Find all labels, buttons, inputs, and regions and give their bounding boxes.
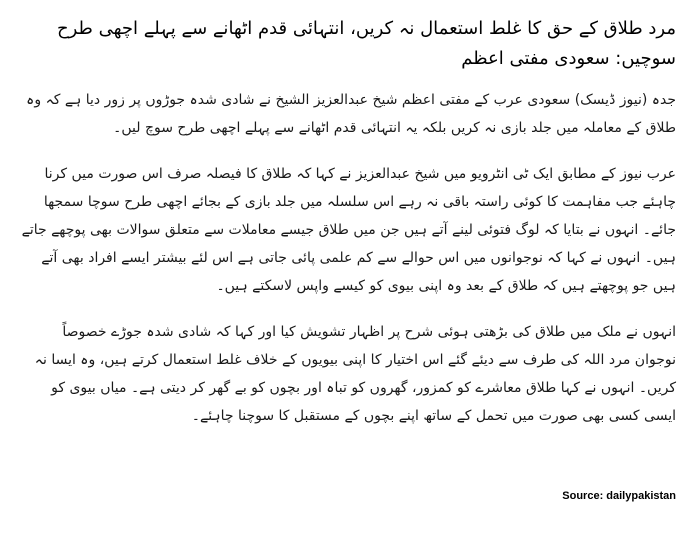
article-headline: مرد طلاق کے حق کا غلط استعمال نہ کریں، انتہائی قدم اٹھانے سے پہلے اچھی طرح سوچیں: سعودی مفتی اعظم [57,18,676,69]
source-credit: Source: dailypakistan [562,490,676,502]
article-paragraph-concern: انہوں نے ملک میں طلاق کی بڑھتی ہوئی شرح پر اظہار تشویش کیا اور کہا کہ شادی شدہ جوڑے خصوصاً نوجوان مرد اللہ کی طرف سے دیئے گئے اس اختیار کا اپنی بیویوں کے خلاف غلط استعمال کرتے ہیں، وہ ایسا نہ کریں۔ انہوں نے کہا طلاق معاشرے کو کمزور، گھروں کو تباہ اور بچوں کو بے گھر کر دیتی ہے۔ میاں بیوی کو ایسی کسی بھی صورت میں تحمل کے ساتھ اپنے بچوں کے مستقبل کا سوچنا چاہئے۔ [34,324,676,424]
article-paragraph-interview: عرب نیوز کے مطابق ایک ٹی انٹرویو میں شیخ عبدالعزیز نے کہا کہ طلاق کا فیصلہ صرف اس صورت میں کرنا چاہئے جب مفاہمت کا کوئی راستہ باقی نہ رہے اس سلسلہ میں جلد بازی کے بجائے اچھی طرح سوچا سمجھا جائے۔ انہوں نے بتایا کہ لوگ فتوئی لینے آتے ہیں جن میں طلاق جیسے معاملات سے متعلق سوالات بھی پوچھے جاتے ہیں۔ انہوں نے کہا کہ نوجوانوں میں اس حوالے سے کم علمی پائی جاتی ہے اس لئے بیشتر ایسے افراد بھی آتے ہیں جو پوچھتے ہیں کہ طلاق کے بعد وہ اپنی بیوی کو کیسے واپس لاسکتے ہیں۔ [21,166,676,294]
news-article [18,0,676,430]
article-paragraph-intro: جدہ (نیوز ڈیسک) سعودی عرب کے مفتی اعظم شیخ عبدالعزیز الشیخ نے شادی شدہ جوڑوں پر زور دیا ہے کہ وہ طلاق کے معاملہ میں جلد بازی نہ کریں بلکہ یہ انتہائی قدم اٹھانے سے پہلے اچھی طرح سوچ لیں۔ [26,92,676,136]
